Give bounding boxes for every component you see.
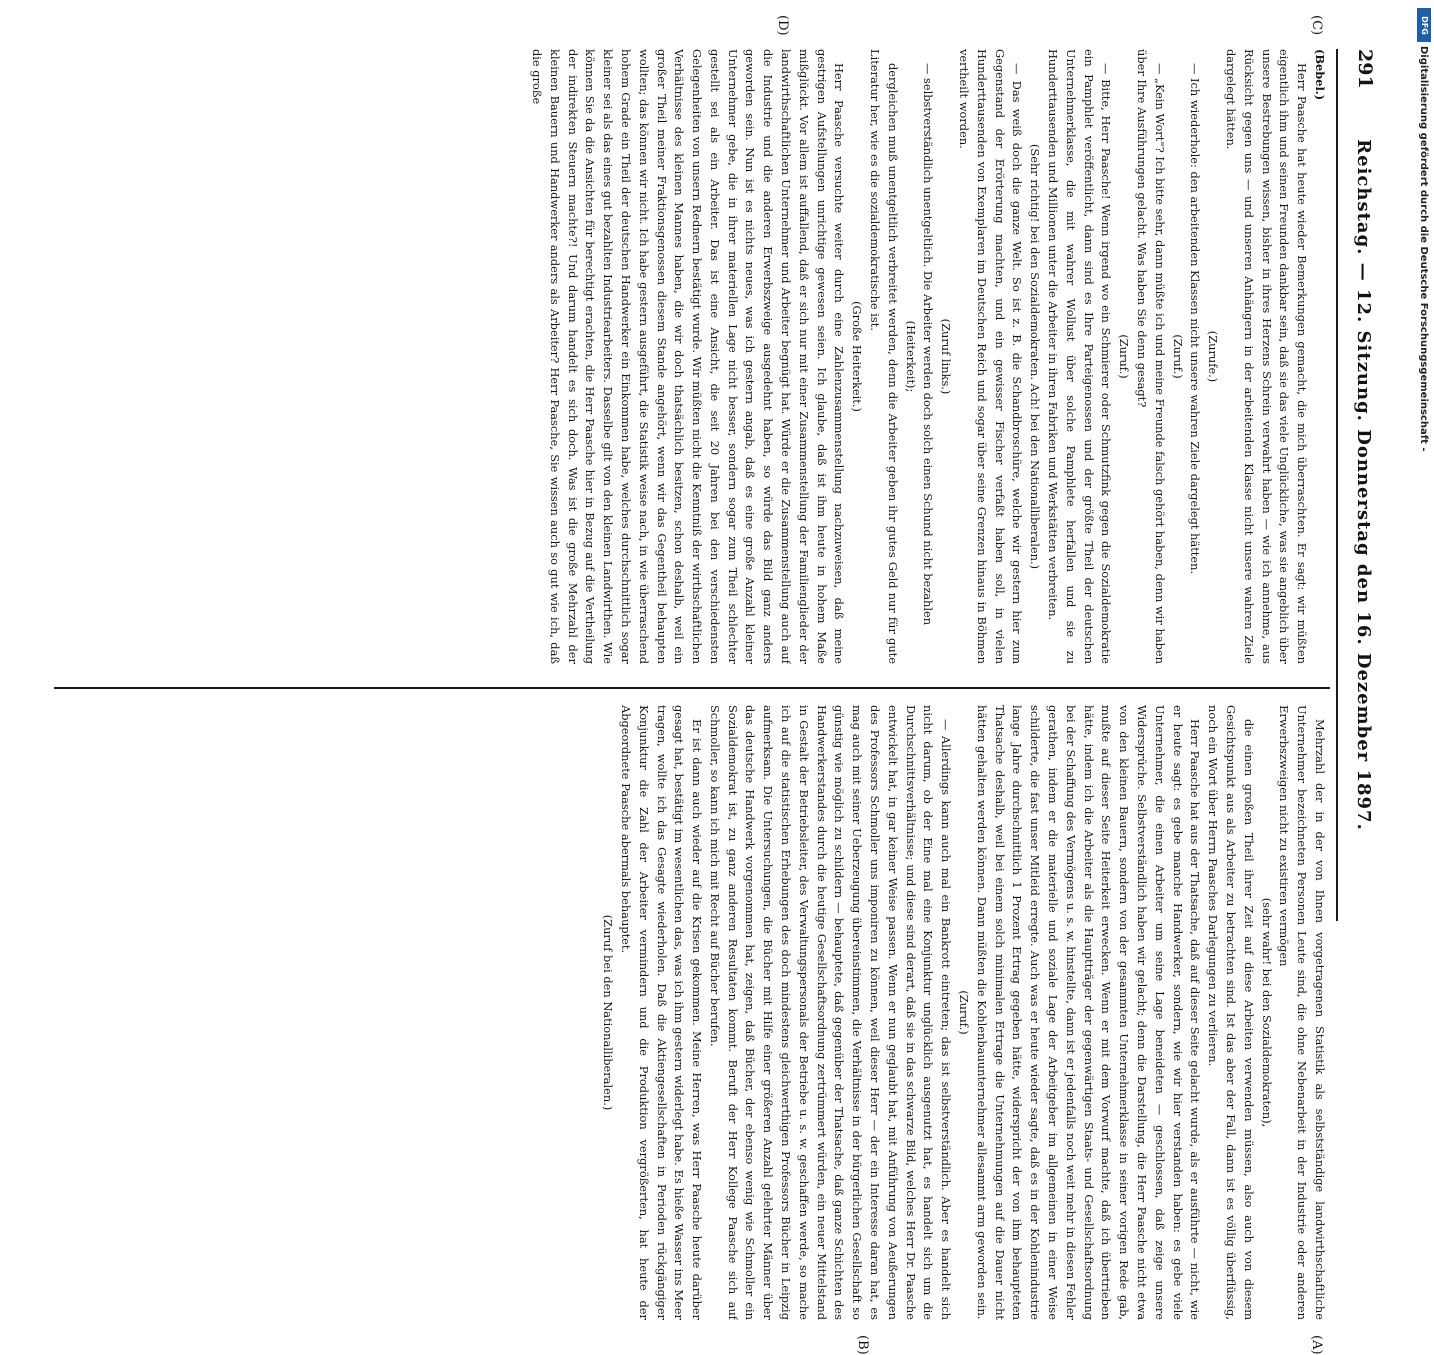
paragraph: Herr Paasche versuchte weiter durch eine Zahlenzusammenstellung nachzuweisen, daß meine gestrigen Aufstellungen unrichtige gewesen seien. Ich glaube, daß ist ihm heute in hohem Maße mißglückt. Vor allem ist auffallend, daß er sich nur mit einer Zusammenstellung der Familienglieder der landwirthschaftlichen Unternehmer und Arbeiter begnügt hat. Würde er die Zusammenstellung auch auf die Industrie und die anderen Erwerbszweige ausgedehnt haben, so würde das Bild ganz anders geworden sein. Nun ist es nichts neues, was ich gestern angab, daß es eine große Anzahl kleiner Unternehmer gebe, die in ihrer materiellen Lage nicht besser, sondern sogar zum Theil schlechter gestellt sei als ein Arbeiter. Das ist eine Ansicht, die seit 20 Jahren bei den verschiedensten Gelegenheiten von unsern Rednern bestätigt wurde. Wir müßten nicht die Kenntniß der wirthschaftlichen Verhältnisse des kleinen Mannes haben, die wir doch thatsächlich besitzen, schon deshalb, weil ein großer Theil meiner Fraktionsgenossen diesem Stande angehört, wenn wir das Gegentheil behaupten wollten; das können wir nicht. Ich habe gestern ausgeführt, die Statistik weise nach, in wie überraschend hohem Grade ein Theil der deutschen Handwerker ein Einkommen habe, welches durchschnittlich sogar kleiner sei als das eines gut bezahlten Industriearbeiters. Dasselbe gilt von den kleinen Landwirthen. Wie können Sie da die Ansichten für berechtigt erachten, die Herr Paasche hier in Bezug auf die Vertheilung der indirekten Steuern machte?! Und darum handelt es sich doch. Was ist die große Mehrzahl der kleinen Bauern und Handwerker anders als Arbeiter? Herr Paasche, Sie wissen auch so gut wie ich, daß die große	[529, 49, 847, 664]
paragraph: die einen großen Theil ihrer Zeit auf diese Arbeiten verwenden müssen, also auch von diesem Gesichtspunkt aus als Arbeiter zu betrachten sind. Ist das aber der Fall, dann ist es völlig überflüssig, noch ein Wort über Herrn Paasches Darlegungen zu verlieren.	[1206, 705, 1256, 1320]
interjection: (Zuruf.)	[1117, 334, 1132, 379]
paragraph: Herr Paasche hat heute wieder Bemerkungen gemacht, die mich überraschten. Er sagt: wir müßten eigentlich ihm und seinen Freunden dankbar sein, daß sie das viele Unglückliche, was sie angeblich über unsere Bestrebungen wissen, bisher in ihres Herzens Schrein verwahrt haben — wie ich annehme, aus Rücksicht gegen uns — und unseren Anhängern in der arbeitenden Klasse nicht unsere wahren Ziele dargelegt hätten.	[1224, 49, 1310, 664]
document-page	[30, 15, 1390, 1355]
column-divider	[54, 687, 1330, 689]
text-column-right	[60, 705, 1328, 1320]
interjection: (Zuruf.)	[957, 990, 972, 1035]
paragraph: — Ich wiederhole: den arbeitenden Klassen nicht unsere wahren Ziele dargelegt hätten.	[1188, 63, 1203, 575]
interjection: (Große Heiterkeit.)	[850, 301, 865, 412]
digitization-credit: Digitalisierung gefördert durch die Deutsche Forschungsgemeinschaft -	[1418, 46, 1429, 452]
text-column-left	[60, 49, 1328, 664]
paragraph: — selbstverständlich unentgeltlich. Die Arbeiter werden doch solch einen Schund nicht bezahlen	[921, 63, 936, 626]
paragraph: dergleichen muß unentgeltlich verbreitet werden, denn die Arbeiter geben ihr gutes Geld nur für gute Literatur her, wie es die sozialdemokratische ist.	[868, 49, 900, 664]
margin-marker-b: (B)	[855, 1335, 870, 1355]
paragraph: — Bitte, Herr Paasche! Wenn irgend wo ein Schmierer oder Schmutzfink gegen die Sozialdemokratie ein Pamphlet veröffentlicht, dann sind es Ihre Parteigenossen und der größte Theil der deutschen Unternehmerklasse, die mit wahrer Wollust über solche Pamphlete herfallen und sie zu Hunderttausenden und Millionen unter die Arbeiter in ihren Fabriken und Werkstätten verbreiten.	[1046, 49, 1114, 664]
paragraph: — Das weiß doch die ganze Welt. So ist z. B. die Schandbroschüre, welche wir gestern hier zum Gegenstand der Erörterung machten, und ein gewisser Fischer verfaßt haben soll, in vielen Hunderttausenden von Exemplaren im Deutschen Reich und sogar über seine Grenzen hinaus in Böhmen vertheilt worden.	[957, 49, 1025, 664]
page-number: 291	[1354, 49, 1376, 89]
interjection: (Zuruf.)	[1170, 334, 1185, 379]
paragraph: Mehrzahl der in der von Ihnen vorgetragenen Statistik als selbstständige landwirthschaftliche Unternehmer bezeichneten Personen Leute sind, die ohne Nebenarbeit in der Industrie oder anderen Erwerbszweigen nicht zu existiren vermögen	[1277, 705, 1327, 1320]
speaker-label: (Bebel.)	[1313, 49, 1327, 101]
interjection: (sehr wahr! bei den Sozialdemokraten),	[1259, 897, 1274, 1128]
interjection: (Sehr richtig! bei den Sozialdemokraten. Ach! bei den Nationalliberalen.)	[1028, 143, 1043, 570]
interjection: (Zuruf bei den Nationalliberalen.)	[601, 914, 616, 1111]
interjection: (Zuruf links.)	[939, 318, 954, 395]
page-header	[1336, 49, 1380, 921]
paragraph: Er ist dann auch wieder auf die Krisen gekommen. Meine Herren, was Herr Paasche heute darüber gesagt hat, bestätigt im wesentlichen das, was ich ihm gestern widerlegt habe. Es hieße Wasser ins Meer tragen, wollte ich das Gesagte wiederholen. Daß die Aktiengesellschaften in Perioden rückgängiger Konjunktur die Zahl der Arbeiter vermindern und die Produktion vergrößerten, hat heute der Abgeordnete Paasche abermals behauptet.	[618, 705, 705, 1320]
dfg-logo: DFG	[1417, 8, 1431, 42]
paragraph: — „Kein Wort"? Ich bitte sehr, dann müßte ich und meine Freunde falsch gehört haben, denn wir haben über Ihre Ausführungen gelacht. Was haben Sie denn gesagt?	[1135, 49, 1167, 664]
running-head: Reichstag. — 12. Sitzung. Donnerstag den 16. Dezember 1897.	[1353, 139, 1374, 831]
margin-marker-a: (A)	[1309, 1335, 1324, 1355]
interjection: (Heiterkeit);	[903, 320, 918, 393]
paragraph: Herr Paasche hat aus der Thatsache, daß auf dieser Seite gelacht wurde, als er ausführte — nicht, wie er heute sagt: es gebe manche Handwerker, sondern, wie wir hier verstanden haben: es gebe viele Unternehmer, die einen Arbeiter um seine Lage beneideten — geschlossen, daß zeige unsere Widersprüche. Selbstverständlich haben wir gelacht; denn die Darstellung, die Herr Paasche nicht etwa von den kleinen Bauern, sondern von der gesammten Unternehmerklasse in seiner vorigen Rede gab, mußte auf dieser Seite Heiterkeit erwecken. Wenn er mit dem Vorwurf machte, daß ich übertrieben hätte, indem ich die Arbeiter als die Hauptträger der gegenwärtigen Staats- und Gesellschaftsordnung bei der Schaffung des Vermögens u. s. w. hinstellte, dann ist er jedenfalls noch weit mehr in diesen Fehler gerathen, indem er die materielle und soziale Lage der Arbeitgeber im allgemeinen in einer Weise schilderte, die fast unser Mitleid erregte. Auch was er heute wieder sagte, daß es in der Kohlenindustrie lange Jahre durchschnittlich 1 Prozent Ertrag gegeben hätte, widerspricht der von ihm behaupteten Thatsache deshalb, weil bei einem solch minimalen Ertrage die Unternehmungen auf die Dauer nicht hätten gehalten werden können. Dann müßten die Kohlenbauunternehmer allesammt arm geworden sein.	[974, 705, 1203, 1320]
interjection: (Zurufe.)	[1206, 330, 1221, 383]
margin-marker-c: (C)	[1309, 15, 1324, 36]
margin-marker-d: (D)	[775, 15, 790, 36]
paragraph: — Allerdings kann auch mal ein Bankrott eintreten; das ist selbstverständlich. Aber es handelt sich nicht darum, ob der Eine mal eine Konjunktur unglücklich ausgenutzt hat, es handelt sich um die Durchschnittsverhältnisse; und diese sind derart, daß sie in das schwarze Bild, welches Herr Dr. Paasche entwickelt hat, in gar keiner Weise passen. Wenn er nun geglaubt hat, mit Anführung von Aeußerungen des Professors Schmoller uns imponiren zu können, weil dieser Herr — der ein Interesse daran hat, es mag auch mit seiner Ueberzeugung übereinstimmen, die Verhältnisse in der bürgerlichen Gesellschaft so günstig wie möglich zu schildern — behauptete, daß gegenüber der Thatsache, daß ganze Schichten des Handwerkerstandes durch die heutige Gesellschaftsordnung zertrümmert würden, ein neuer Mittelstand in Gestalt der Betriebsleiter, des Verwaltungspersonals der Betriebe u. s. w. geschaffen werde, so mache ich auf die statistischen Erhebungen des doch mindestens gleichwerthigen Professors Bücher in Leipzig aufmerksam. Die Untersuchungen, die Bücher mit Hilfe einer größeren Anzahl gelehrter Männer über das deutsche Handwerk vorgenommen hat, zeigen, daß Bücher, der ebenso wenig wie Schmoller ein Sozialdemokrat ist, zu ganz anderen Resultaten kommt. Beruft der Herr Kollege Paasche sich auf Schmoller, so kann ich mich mit Recht auf Bücher berufen.	[707, 705, 954, 1320]
